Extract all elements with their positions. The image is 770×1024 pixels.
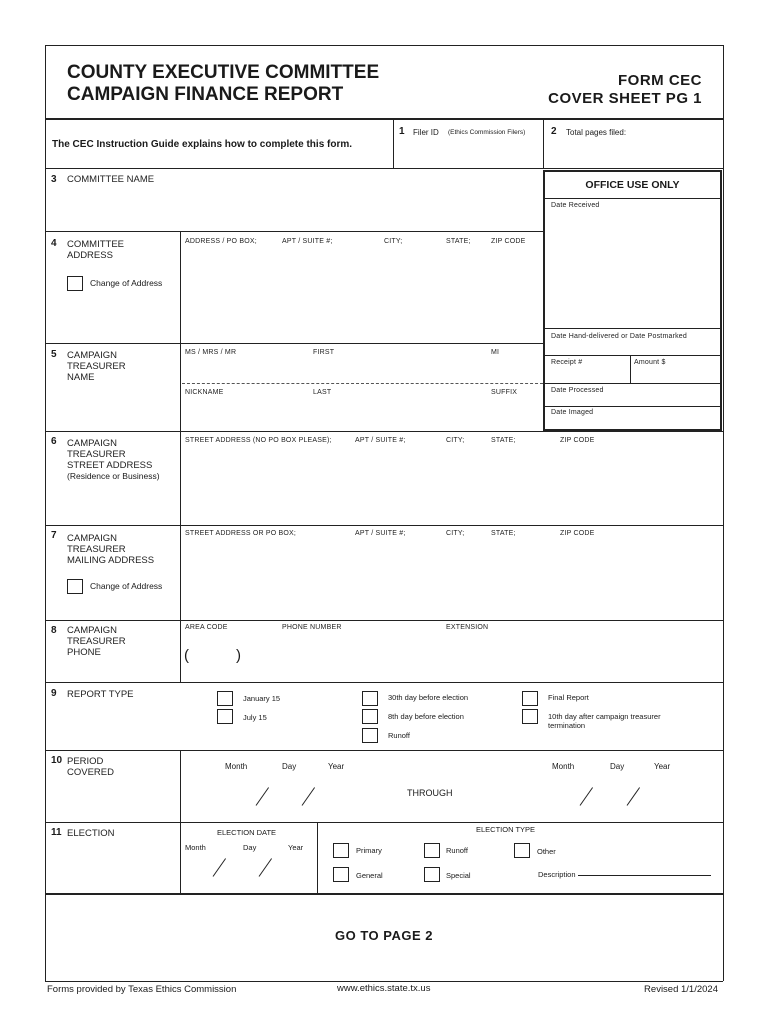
change-of-address-checkbox[interactable] [67, 276, 83, 291]
field-8-label: PHONE [67, 647, 101, 658]
column-label: NICKNAME [185, 389, 224, 396]
frame-right [723, 45, 724, 981]
field-7-label: MAILING ADDRESS [67, 555, 155, 566]
treasurer-name-input[interactable] [184, 360, 539, 380]
period-to-day-label: Day [610, 762, 625, 771]
report-title-line2: CAMPAIGN FINANCE REPORT [67, 84, 344, 105]
column-label: APT / SUITE #; [355, 437, 406, 444]
change-of-address-label: Change of Address [90, 278, 163, 288]
field-4-label: COMMITTEE [67, 239, 124, 250]
report-type-termination-checkbox[interactable] [522, 709, 538, 724]
column-label: CITY; [446, 530, 465, 537]
treasurer-street-address-input[interactable] [184, 450, 719, 520]
field-6-note: (Residence or Business) [67, 471, 160, 481]
office-rule [545, 383, 721, 384]
field-5-number: 5 [51, 349, 57, 360]
field-8-number: 8 [51, 625, 57, 636]
election-type-option: Runoff [446, 846, 468, 855]
column-label: STREET ADDRESS OR PO BOX; [185, 530, 297, 537]
field-6-label: STREET ADDRESS [67, 460, 153, 471]
election-type-option: Special [446, 871, 471, 880]
area-code-close-paren: ) [236, 647, 241, 664]
field-6-number: 6 [51, 436, 57, 447]
footer-revised: Revised 1/1/2024 [644, 984, 718, 995]
report-type-july-checkbox[interactable] [217, 709, 233, 724]
column-label: APT / SUITE #; [282, 238, 333, 245]
report-type-january-checkbox[interactable] [217, 691, 233, 706]
election-date-label: ELECTION DATE [217, 828, 277, 837]
column-label: CITY; [446, 437, 465, 444]
total-pages-input[interactable] [548, 142, 718, 164]
header-rule [45, 118, 723, 120]
column-label: STREET ADDRESS (NO PO BOX PLEASE); [185, 437, 332, 444]
office-divider [630, 355, 631, 383]
election-general-checkbox[interactable] [333, 867, 349, 882]
label-column-divider [180, 750, 181, 822]
field-4-label: ADDRESS [67, 250, 113, 261]
go-to-page-2: GO TO PAGE 2 [335, 928, 433, 943]
frame-left [45, 45, 46, 981]
column-label: AREA CODE [185, 624, 228, 631]
frame-top [45, 45, 723, 46]
report-type-option: January 15 [243, 694, 281, 703]
field-3-label: COMMITTEE NAME [67, 174, 155, 185]
field-10-number: 10 [51, 755, 63, 766]
field-3-number: 3 [51, 174, 57, 185]
row-rule [45, 168, 723, 169]
label-column-divider [180, 620, 181, 682]
report-type-option: 30th day before election [388, 693, 469, 702]
period-from-year-label: Year [328, 762, 345, 771]
report-title-line1: COUNTY EXECUTIVE COMMITTEE [67, 62, 380, 83]
field-5-label: NAME [67, 372, 95, 383]
area-code-input[interactable] [194, 646, 234, 668]
office-use-title: OFFICE USE ONLY [585, 179, 680, 191]
period-to-month-label: Month [552, 762, 575, 771]
period-from-date-input[interactable] [215, 778, 355, 806]
row-rule [45, 893, 723, 895]
description-label: Description [538, 870, 576, 879]
election-other-checkbox[interactable] [514, 843, 530, 858]
election-special-checkbox[interactable] [424, 867, 440, 882]
form-sheet: COVER SHEET PG 1 [548, 90, 702, 107]
column-label: SUFFIX [491, 389, 518, 396]
area-code-open-paren: ( [184, 647, 189, 664]
field-2-number: 2 [551, 126, 557, 137]
description-underline [578, 875, 711, 876]
through-label: THROUGH [407, 788, 453, 798]
row-rule [45, 431, 723, 432]
election-runoff-checkbox[interactable] [424, 843, 440, 858]
form-name: FORM CEC [618, 72, 702, 89]
phone-number-input[interactable] [282, 646, 432, 668]
report-type-30th-checkbox[interactable] [362, 691, 378, 706]
column-label: STATE; [446, 238, 471, 245]
election-type-option: Other [537, 847, 556, 856]
column-label: CITY; [384, 238, 403, 245]
column-label: APT / SUITE #; [355, 530, 406, 537]
period-from-month-label: Month [225, 762, 248, 771]
election-month-label: Month [185, 843, 206, 852]
election-day-label: Day [243, 843, 257, 852]
column-label: STATE; [491, 437, 516, 444]
amount-label: Amount $ [634, 359, 666, 366]
field-11-number: 11 [51, 827, 62, 838]
report-type-option: Runoff [388, 731, 410, 740]
dotted-divider [182, 383, 543, 384]
row-rule [45, 343, 543, 344]
divider [543, 120, 544, 168]
footer-provider: Forms provided by Texas Ethics Commission [47, 984, 237, 995]
report-type-option: 10th day after campaign treasurer [548, 712, 661, 721]
field-1-number: 1 [399, 126, 405, 137]
footer-website[interactable]: www.ethics.state.tx.us [337, 983, 431, 994]
report-type-8th-checkbox[interactable] [362, 709, 378, 724]
report-type-option: Final Report [548, 693, 589, 702]
column-label: MS / MRS / MR [185, 349, 237, 356]
treasurer-mailing-address-input[interactable] [184, 543, 719, 615]
field-1-label: Filer ID [413, 128, 439, 137]
election-date-input[interactable] [184, 856, 314, 884]
column-label: PHONE NUMBER [282, 624, 342, 631]
field-8-label: TREASURER [67, 636, 126, 647]
field-11-label: ELECTION [67, 828, 115, 839]
report-type-option: termination [548, 721, 586, 730]
period-from-day-label: Day [282, 762, 297, 771]
field-1-note: (Ethics Commission Filers) [448, 129, 526, 136]
field-7-label: TREASURER [67, 544, 126, 555]
election-type-option: Primary [356, 846, 382, 855]
field-6-label: TREASURER [67, 449, 126, 460]
column-label: MI [491, 349, 500, 356]
report-type-final-checkbox[interactable] [522, 691, 538, 706]
field-7-number: 7 [51, 530, 57, 541]
field-2-label: Total pages filed: [566, 128, 627, 137]
column-label: ZIP CODE [491, 238, 526, 245]
committee-name-input[interactable] [64, 188, 534, 228]
divider [393, 120, 394, 168]
field-10-label: PERIOD [67, 756, 104, 767]
election-divider [317, 822, 318, 893]
column-label: ADDRESS / PO BOX; [185, 238, 257, 245]
field-4-number: 4 [51, 238, 57, 249]
row-rule [45, 231, 543, 232]
receipt-label: Receipt # [551, 359, 583, 366]
date-hand-delivered-label: Date Hand-delivered or Date Postmarked [551, 333, 687, 340]
date-received-label: Date Received [551, 202, 600, 209]
filer-id-input[interactable] [396, 142, 540, 164]
report-type-option: 8th day before election [388, 712, 464, 721]
period-to-date-input[interactable] [545, 778, 695, 806]
row-rule [45, 525, 723, 526]
column-label: FIRST [313, 349, 335, 356]
date-imaged-label: Date Imaged [551, 409, 594, 416]
field-6-label: CAMPAIGN [67, 438, 117, 449]
election-primary-checkbox[interactable] [333, 843, 349, 858]
period-to-year-label: Year [654, 762, 671, 771]
change-of-address-checkbox[interactable] [67, 579, 83, 594]
election-year-label: Year [288, 843, 304, 852]
field-5-label: TREASURER [67, 361, 126, 372]
field-7-label: CAMPAIGN [67, 533, 117, 544]
change-of-address-label: Change of Address [90, 581, 163, 591]
field-5-label: CAMPAIGN [67, 350, 117, 361]
description-input[interactable] [578, 862, 711, 875]
column-label: STATE; [491, 530, 516, 537]
report-type-runoff-checkbox[interactable] [362, 728, 378, 743]
office-rule [545, 328, 721, 329]
field-8-label: CAMPAIGN [67, 625, 117, 636]
row-rule [45, 620, 723, 621]
office-rule [545, 198, 721, 199]
field-9-label: REPORT TYPE [67, 689, 134, 700]
frame-bottom [45, 981, 723, 982]
row-rule [45, 750, 723, 751]
report-type-option: July 15 [243, 713, 267, 722]
treasurer-nickname-input[interactable] [184, 400, 539, 426]
date-processed-label: Date Processed [551, 387, 604, 394]
column-label: ZIP CODE [560, 437, 595, 444]
office-rule [545, 355, 721, 356]
election-type-option: General [356, 871, 383, 880]
label-column-divider [180, 231, 181, 621]
instruction-text: The CEC Instruction Guide explains how to complete this form. [52, 139, 353, 150]
field-9-number: 9 [51, 688, 57, 699]
column-label: LAST [313, 389, 332, 396]
column-label: EXTENSION [446, 624, 489, 631]
election-type-label: ELECTION TYPE [476, 825, 536, 834]
row-rule [45, 682, 723, 683]
row-rule [45, 822, 723, 823]
office-rule [545, 406, 721, 407]
label-column-divider [180, 822, 181, 893]
column-label: ZIP CODE [560, 530, 595, 537]
extension-input[interactable] [446, 646, 546, 668]
committee-address-input[interactable] [184, 250, 539, 340]
field-10-label: COVERED [67, 767, 114, 778]
